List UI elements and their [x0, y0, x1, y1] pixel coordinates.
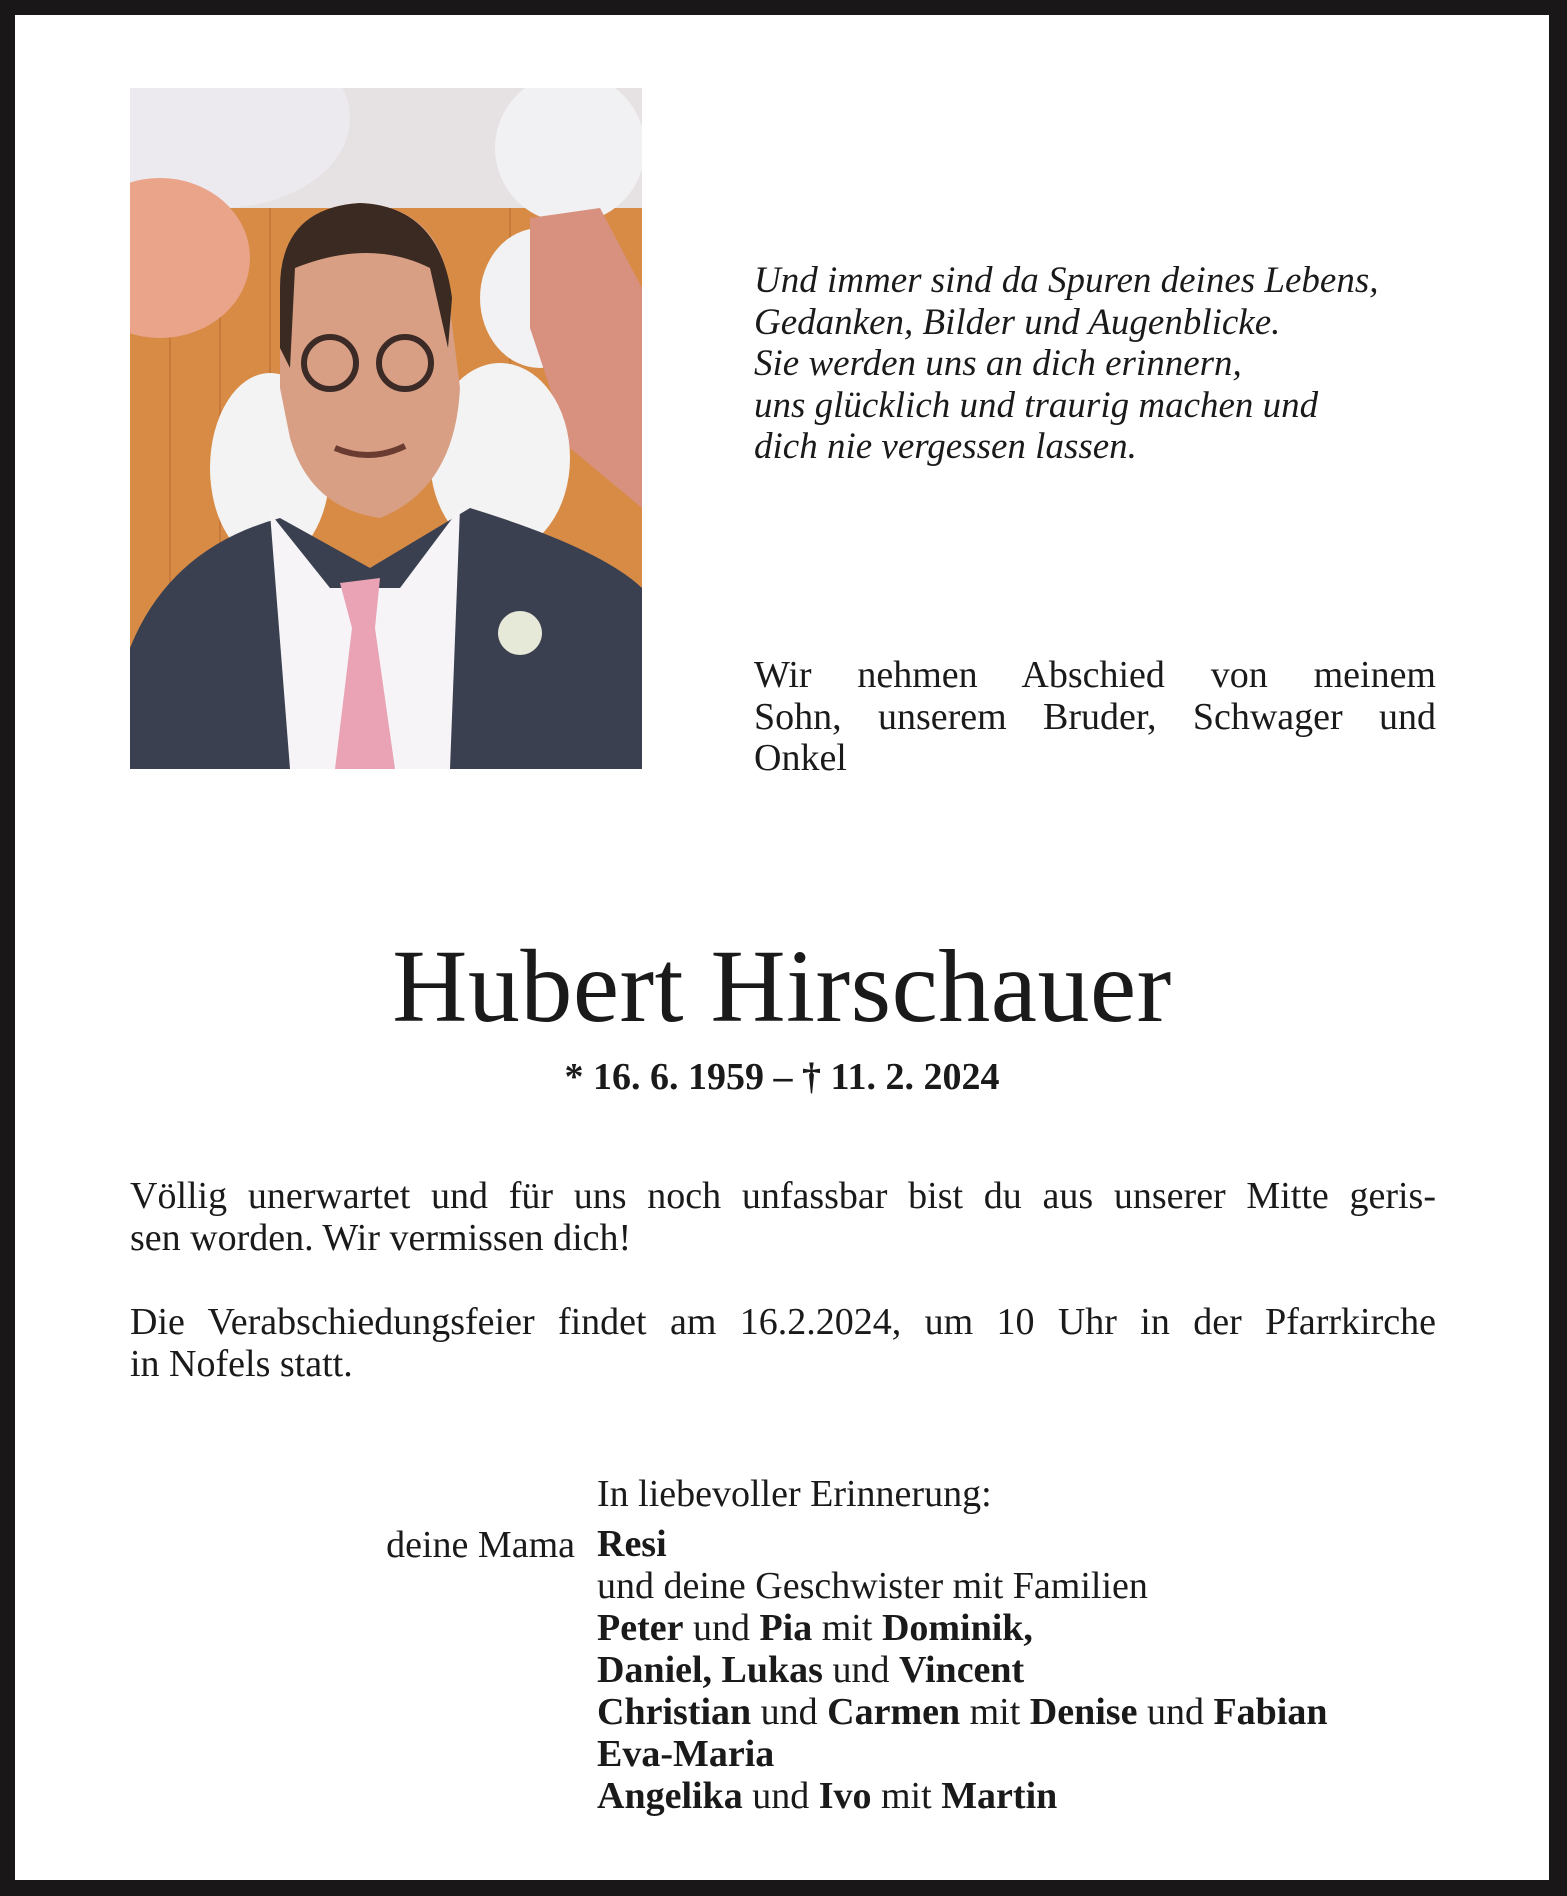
mourner-name: Pia: [759, 1607, 813, 1649]
memory-heading: In liebevoller Erinnerung:: [597, 1473, 992, 1515]
paragraph-line: Die Verabschiedungsfeier findet am 16.2.2024, um 10 Uhr in der Pfarrkirche: [130, 1301, 1436, 1343]
farewell-line: Sohn, unserem Bruder, Schwager und: [754, 695, 1436, 738]
mama-label: deine Mama: [386, 1524, 575, 1566]
mourner-line: [597, 1607, 1328, 1649]
mourner-name: Christian: [597, 1691, 752, 1733]
farewell-line: Wir nehmen Abschied von meinem: [754, 654, 1436, 696]
conjunction: und: [1146, 1691, 1204, 1733]
paragraph-line: sen worden. Wir vermissen dich!: [130, 1217, 632, 1259]
mourner-line: [597, 1649, 1328, 1691]
quote-line: uns glücklich und traurig machen und: [754, 384, 1319, 426]
paragraph-line: Völlig unerwartet und für uns noch unfassbar bist du aus unserer Mitte geris-: [130, 1175, 1436, 1217]
mourners-list: [597, 1523, 1328, 1817]
quote-line: Gedanken, Bilder und Augenblicke.: [754, 301, 1281, 343]
deceased-name: Hubert Hirschauer: [392, 929, 1172, 1044]
mourner-name: Resi: [597, 1523, 667, 1565]
conjunction: und: [832, 1649, 890, 1691]
mourner-line: [597, 1691, 1328, 1733]
mourner-name: Fabian: [1213, 1691, 1328, 1733]
mourner-line: [597, 1733, 1328, 1775]
mourner-name: Dominik,: [881, 1607, 1033, 1649]
mourner-name: Ivo: [818, 1775, 872, 1817]
portrait-photo: [130, 88, 642, 769]
conjunction: mit: [881, 1775, 932, 1817]
mourner-name: Peter: [597, 1607, 684, 1649]
conjunction: mit: [969, 1691, 1021, 1733]
mourner-line: und deine Geschwister mit Familien: [597, 1565, 1148, 1607]
mourner-name: Denise: [1029, 1691, 1138, 1733]
memorial-quote: [754, 260, 1454, 468]
farewell-text: [754, 655, 1436, 780]
quote-line: Sie werden uns an dich erinnern,: [754, 343, 1242, 384]
mourner-line: [597, 1775, 1328, 1817]
mourner-line: [597, 1523, 1328, 1565]
conjunction: mit: [821, 1607, 873, 1649]
mourner-name: Daniel, Lukas: [597, 1649, 823, 1691]
mourner-name: Angelika: [597, 1775, 743, 1817]
ceremony-paragraph: [130, 1301, 1436, 1385]
announcement-paragraph: [130, 1175, 1436, 1259]
conjunction: und: [760, 1691, 818, 1733]
mourner-name: Martin: [941, 1775, 1058, 1817]
mourner-name: Vincent: [898, 1649, 1025, 1691]
quote-line: dich nie vergessen lassen.: [754, 426, 1137, 467]
obituary-notice: [15, 15, 1549, 1880]
mourner-name: Carmen: [827, 1691, 961, 1733]
conjunction: und: [752, 1775, 810, 1817]
mourner-name: Eva-Maria: [597, 1733, 775, 1775]
conjunction: und: [692, 1607, 750, 1649]
quote-line: Und immer sind da Spuren deines Lebens,: [754, 260, 1379, 301]
farewell-line: Onkel: [754, 737, 847, 779]
life-dates: * 16. 6. 1959 – † 11. 2. 2024: [564, 1056, 1000, 1098]
paragraph-line: in Nofels statt.: [130, 1343, 353, 1385]
